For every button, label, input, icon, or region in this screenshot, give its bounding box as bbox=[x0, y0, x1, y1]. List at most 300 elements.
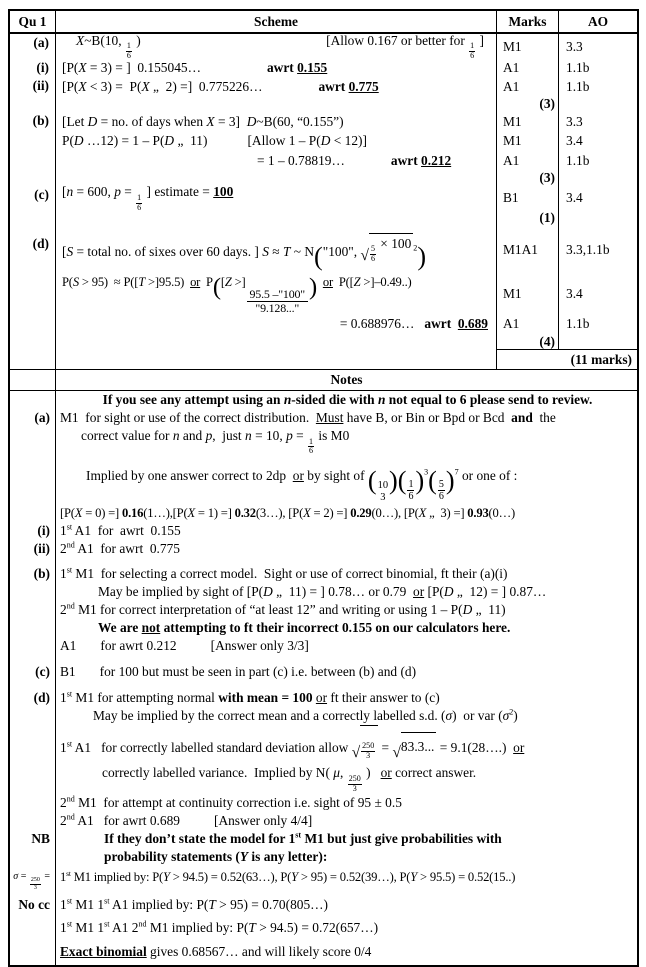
text-segment: [Allow 0.167 or better for bbox=[326, 32, 469, 48]
text-segment: not bbox=[141, 620, 161, 636]
text-segment: 2 bbox=[60, 541, 67, 557]
text-segment: 1 bbox=[60, 566, 67, 582]
scheme-row-d1 bbox=[10, 226, 637, 274]
note-row-nocc bbox=[10, 896, 637, 937]
text-segment: have B, or Bin or Bpd or Bcd bbox=[343, 410, 512, 425]
mark-cell: M1 bbox=[497, 112, 559, 131]
note-line bbox=[60, 812, 635, 830]
text-segment: ± bbox=[374, 794, 382, 810]
text-segment: or bbox=[322, 274, 333, 289]
text-segment: A1 for awrt 0.689 bbox=[74, 812, 180, 828]
text-segment: p bbox=[286, 428, 293, 443]
text-segment: 0.5 bbox=[381, 794, 402, 810]
text-segment: D bbox=[246, 113, 257, 129]
fraction: $\frac{5}{6}$ bbox=[438, 479, 444, 503]
big-paren: ( bbox=[428, 466, 437, 496]
ao-cell: 3.3 bbox=[566, 38, 583, 54]
scheme-line bbox=[267, 59, 327, 77]
text-segment: = 0) =] bbox=[82, 506, 122, 521]
text-segment: st bbox=[66, 868, 71, 878]
text-segment: < 12)] bbox=[330, 133, 367, 148]
text-segment: „ 11) bbox=[174, 133, 208, 148]
note-content bbox=[56, 896, 637, 937]
big-paren: ) bbox=[445, 466, 455, 496]
ao-cell: 3.3 bbox=[566, 113, 583, 129]
text-segment: = bbox=[292, 428, 308, 443]
part-label: (d) bbox=[10, 226, 56, 274]
big-paren: ( bbox=[212, 272, 221, 300]
text-segment: attempting to ft their incorrect 0.155 on our calculators here. bbox=[160, 620, 511, 636]
note-line bbox=[60, 689, 635, 707]
scheme-cell bbox=[56, 210, 497, 226]
text-segment: 1 bbox=[60, 690, 67, 706]
text-segment: nd bbox=[66, 812, 75, 822]
text-segment: st bbox=[66, 739, 73, 749]
text-segment: 2 bbox=[413, 243, 418, 253]
text-segment: σ bbox=[445, 708, 453, 724]
scheme-line bbox=[247, 132, 367, 150]
text-segment: 1 bbox=[60, 523, 67, 539]
fraction: $\frac{1}{6}$ bbox=[309, 436, 314, 456]
note-row-sigma bbox=[10, 866, 637, 892]
text-segment: „ 3) =] bbox=[426, 506, 468, 521]
text-segment: for awrt 0.212 bbox=[100, 638, 177, 654]
note-label-sigma bbox=[10, 866, 56, 892]
text-segment: > 94.5) = 0.52(63…), P( bbox=[169, 869, 292, 884]
ao-cell bbox=[559, 96, 637, 112]
scheme-row-a bbox=[10, 34, 637, 59]
text-segment: or bbox=[380, 765, 392, 781]
ao-cell: 1.1b bbox=[566, 152, 590, 168]
fraction: $\frac{1}{6}$ bbox=[126, 41, 131, 61]
text-segment: M1 for attempting normal bbox=[72, 690, 219, 706]
text-segment: > 95) ≈ P([ bbox=[78, 274, 139, 289]
text-segment: = 0.688976… bbox=[339, 316, 425, 331]
scheme-row-b1 bbox=[10, 112, 637, 131]
text-segment: 0.16 bbox=[121, 506, 144, 521]
scheme-row-b2 bbox=[10, 131, 637, 151]
big-paren: ) bbox=[417, 241, 427, 271]
note-label bbox=[10, 391, 56, 409]
text-segment: X bbox=[303, 506, 311, 521]
text-segment: st bbox=[104, 896, 110, 906]
ao-cell bbox=[559, 334, 637, 349]
note-content bbox=[56, 409, 637, 522]
scheme-line bbox=[76, 32, 141, 61]
text-segment: awrt bbox=[318, 78, 349, 94]
text-segment: T bbox=[282, 243, 291, 259]
header-qu: Qu 1 bbox=[10, 11, 56, 32]
subtotal-cell: (3) bbox=[497, 170, 559, 186]
text-segment: >]95.5) bbox=[145, 274, 191, 289]
text-segment: P( bbox=[62, 133, 74, 148]
text-segment: awrt bbox=[390, 152, 422, 168]
scheme-cell bbox=[56, 314, 497, 334]
text-segment: M1 for attempt at continuity correction i.e. sight of 95 bbox=[74, 794, 375, 810]
text-segment: X bbox=[187, 506, 195, 521]
text-segment: M1 1 bbox=[72, 896, 105, 912]
scheme-cell bbox=[56, 349, 497, 369]
text-segment: D bbox=[443, 584, 454, 600]
scheme-cell bbox=[56, 96, 497, 112]
part-label: (a) bbox=[10, 34, 56, 59]
fraction: $\frac{1}{6}$ bbox=[408, 479, 414, 503]
text-segment: 7 bbox=[454, 467, 459, 477]
note-label: (a) bbox=[10, 409, 56, 522]
text-segment: is M0 bbox=[315, 428, 350, 443]
note-row-review bbox=[10, 391, 637, 409]
text-segment: May be implied by the correct mean and a correctly labelled s.d. ( bbox=[93, 708, 446, 724]
part-label: (ii) bbox=[10, 77, 56, 96]
scheme-line bbox=[62, 59, 201, 77]
note-line bbox=[60, 794, 635, 812]
text-segment: 1 bbox=[60, 869, 67, 884]
fraction: $\frac{1}{6}$ bbox=[470, 41, 475, 61]
ao-cell: 3.4 bbox=[566, 133, 583, 148]
text-segment: B1 bbox=[60, 664, 76, 680]
scheme-line bbox=[326, 32, 484, 61]
scheme-row-c bbox=[10, 186, 637, 210]
note-content bbox=[56, 522, 637, 540]
total-marks-cell: (11 marks) bbox=[497, 349, 637, 369]
fraction: $\frac{5}{6}$ bbox=[370, 244, 375, 263]
text-segment: Must bbox=[315, 410, 344, 425]
text-segment: , just bbox=[212, 428, 246, 443]
text-segment: n bbox=[377, 392, 386, 407]
scheme-line bbox=[257, 152, 345, 170]
scheme-line bbox=[62, 132, 207, 150]
text-segment: = total no. of sixes over 60 days. ] bbox=[73, 243, 263, 259]
part-label bbox=[10, 274, 56, 314]
big-paren: ( bbox=[314, 241, 323, 271]
text-segment: (0…) bbox=[488, 506, 516, 521]
text-segment: 0.93 bbox=[467, 506, 489, 521]
text-segment: correct answer. bbox=[391, 765, 477, 781]
mark-cell: A1 bbox=[497, 314, 559, 334]
note-content bbox=[56, 866, 637, 892]
text-segment: > 95.5) = 0.52(15..) bbox=[417, 869, 516, 884]
text-segment: Y bbox=[163, 869, 170, 884]
ao-cell bbox=[559, 170, 637, 186]
text-segment: > 95) = 0.52(39…), P( bbox=[297, 869, 411, 884]
binomial-stack: 10 3 bbox=[377, 480, 389, 504]
subtotal-row bbox=[10, 334, 637, 349]
text-segment: 2 bbox=[60, 794, 67, 810]
text-segment: = 3] bbox=[214, 113, 247, 129]
scheme-line bbox=[62, 183, 233, 212]
text-segment: [P( bbox=[424, 584, 444, 600]
text-segment: M1 for sight or use of the correct distribution. bbox=[60, 410, 316, 425]
text-segment: = bbox=[18, 870, 29, 882]
text-segment: [Answer only 3/3] bbox=[210, 638, 309, 654]
part-label bbox=[10, 210, 56, 226]
note-line bbox=[60, 663, 635, 681]
text-segment: st bbox=[66, 565, 73, 575]
text-segment: Exact binomial bbox=[60, 943, 147, 959]
text-segment: X bbox=[78, 78, 87, 94]
part-label bbox=[10, 131, 56, 151]
scheme-line bbox=[62, 233, 427, 271]
text-segment: D bbox=[320, 133, 331, 148]
notes-header: Notes bbox=[330, 372, 363, 387]
text-segment: st bbox=[66, 522, 73, 532]
fraction: $\frac{95.5 -"100"}{"9.128..."}$ bbox=[246, 288, 309, 315]
text-segment: n bbox=[66, 184, 74, 200]
text-segment: Z bbox=[353, 274, 361, 289]
text-segment: [ bbox=[62, 243, 67, 259]
text-segment: correctly labelled variance. Implied by N( bbox=[102, 765, 334, 781]
text-segment: 1 bbox=[60, 740, 67, 756]
header-ao: AO bbox=[587, 13, 609, 29]
note-line bbox=[60, 943, 635, 961]
text-segment: If you see any attempt using an bbox=[102, 392, 284, 407]
big-paren: ) bbox=[389, 466, 398, 496]
text-segment: nd bbox=[66, 540, 75, 550]
square-root: √ 83.3... bbox=[392, 732, 436, 760]
note-label: No cc bbox=[10, 896, 56, 937]
text-segment: ] estimate = bbox=[143, 184, 214, 200]
text-segment: P( bbox=[62, 274, 73, 289]
scheme-cell bbox=[56, 334, 497, 349]
text-segment: 2 bbox=[60, 602, 67, 618]
text-segment: M1 but just give probabilities with bbox=[301, 830, 502, 846]
fraction: $\frac{250}{3}$ bbox=[30, 877, 40, 891]
fraction: $\frac{250}{3}$ bbox=[348, 773, 361, 793]
text-segment: …12) = 1 – P( bbox=[83, 133, 165, 148]
text-segment: [ bbox=[220, 274, 225, 289]
text-segment: M1 for correct interpretation of “at least 12” and writing or using 1 – P( bbox=[74, 602, 463, 618]
note-label: (c) bbox=[10, 663, 56, 681]
text-segment: > 95) = 0.70(805…) bbox=[215, 896, 329, 912]
text-segment: 1 bbox=[60, 919, 67, 935]
text-segment: D bbox=[462, 602, 473, 618]
text-segment: Y bbox=[291, 869, 298, 884]
ao-cell: 1.1b bbox=[566, 316, 590, 331]
text-segment: st bbox=[66, 919, 73, 929]
text-segment: n bbox=[283, 392, 292, 407]
text-segment: ) bbox=[132, 32, 141, 48]
text-segment: ~B(60, “0.155”) bbox=[256, 113, 344, 129]
note-line bbox=[60, 522, 635, 540]
notes-header-row bbox=[10, 369, 637, 391]
table-header-row bbox=[10, 11, 637, 34]
mark-cell: A1 bbox=[497, 77, 559, 96]
text-segment: probability statements ( bbox=[104, 848, 240, 864]
header-scheme: Scheme bbox=[56, 11, 497, 32]
note-line bbox=[60, 427, 635, 456]
text-segment: T bbox=[248, 919, 256, 935]
text-segment: ] bbox=[476, 32, 484, 48]
scheme-cell bbox=[56, 59, 497, 77]
note-spacer bbox=[10, 961, 637, 965]
text-segment: ) bbox=[362, 765, 381, 781]
text-segment: A1 for correctly labelled standard deviation allow bbox=[72, 740, 352, 756]
note-line bbox=[60, 583, 635, 601]
text-segment: „ 12) = ] 0.87… bbox=[453, 584, 547, 600]
ao-cell: 3.4 bbox=[566, 190, 583, 205]
text-segment: or bbox=[315, 690, 328, 706]
scheme-row-i bbox=[10, 59, 637, 77]
text-segment: n bbox=[172, 428, 180, 443]
text-segment: D bbox=[73, 133, 84, 148]
note-content bbox=[56, 391, 637, 409]
ao-cell bbox=[559, 210, 637, 226]
text-segment: M1 1 bbox=[72, 919, 105, 935]
note-content bbox=[56, 663, 637, 681]
text-segment: ~ N bbox=[290, 243, 315, 259]
text-segment: >]–0.49..) bbox=[360, 274, 412, 289]
text-segment: 0.212 bbox=[421, 152, 452, 168]
mark-cell: B1 bbox=[497, 186, 559, 210]
subtotal-cell: (3) bbox=[497, 96, 559, 112]
part-label: (b) bbox=[10, 112, 56, 131]
text-segment: ≈ bbox=[268, 243, 283, 259]
text-segment: 1 bbox=[60, 896, 67, 912]
ao-cell: 1.1b bbox=[566, 60, 590, 75]
text-segment: = 3) = ] 0.155045… bbox=[86, 60, 201, 75]
part-label bbox=[10, 334, 56, 349]
note-line bbox=[60, 619, 635, 637]
scheme-cell bbox=[56, 112, 497, 131]
text-segment: (0…), [P( bbox=[371, 506, 419, 521]
text-segment: May be implied by sight of [P( bbox=[98, 584, 264, 600]
scheme-line bbox=[62, 113, 344, 131]
note-label: (b) bbox=[10, 565, 56, 655]
text-segment: (3…), [P( bbox=[255, 506, 304, 521]
text-segment: „ 11) bbox=[472, 602, 506, 618]
text-segment: or one of : bbox=[458, 468, 518, 484]
big-paren: ( bbox=[367, 466, 377, 496]
text-segment: σ bbox=[13, 870, 19, 882]
part-label bbox=[10, 96, 56, 112]
text-segment: P bbox=[200, 274, 213, 289]
note-line bbox=[60, 725, 635, 761]
text-segment: D bbox=[263, 584, 273, 600]
text-segment: nd bbox=[138, 919, 147, 929]
text-segment: or bbox=[190, 274, 201, 289]
text-segment: awrt bbox=[424, 316, 458, 331]
text-segment: A1 bbox=[60, 638, 77, 654]
text-segment: μ bbox=[333, 765, 340, 781]
note-line bbox=[60, 504, 635, 522]
text-segment: Y bbox=[410, 869, 418, 884]
note-line bbox=[60, 391, 635, 409]
text-segment: P([ bbox=[332, 274, 354, 289]
text-segment: 0.775 bbox=[348, 78, 379, 94]
scheme-row-d3 bbox=[10, 314, 637, 334]
text-segment: M1 implied by: P( bbox=[70, 869, 164, 884]
mark-cell: A1 bbox=[497, 151, 559, 170]
text-segment: st bbox=[66, 689, 73, 699]
note-spacer bbox=[10, 655, 637, 663]
note-row-exact bbox=[10, 943, 637, 961]
note-label: (i) bbox=[10, 522, 56, 540]
note-row-nb bbox=[10, 830, 637, 866]
big-paren: ) bbox=[415, 466, 425, 496]
note-line bbox=[60, 707, 635, 725]
text-segment: „ 11) = ] 0.78… or 0.79 bbox=[272, 584, 414, 600]
note-line bbox=[60, 637, 635, 655]
text-segment: D bbox=[164, 133, 175, 148]
subtotal-cell: (4) bbox=[497, 334, 559, 349]
text-segment: A1 for awrt 0.775 bbox=[74, 541, 180, 557]
text-segment: X bbox=[74, 506, 83, 521]
text-segment: „ 2) =] 0.775226… bbox=[149, 78, 263, 94]
text-segment: Z bbox=[224, 274, 232, 289]
text-segment: × 100 bbox=[376, 235, 412, 251]
note-content bbox=[56, 689, 637, 830]
text-segment: = bbox=[120, 184, 136, 200]
scheme-line bbox=[62, 78, 262, 96]
part-label: (c) bbox=[10, 186, 56, 210]
note-line bbox=[60, 456, 635, 504]
mark-cell: M1 bbox=[497, 34, 559, 59]
text-segment: ft their answer to (c) bbox=[327, 690, 440, 706]
text-segment: X bbox=[206, 113, 215, 129]
part-label: (i) bbox=[10, 59, 56, 77]
text-segment: is any letter): bbox=[248, 848, 328, 864]
text-segment: = bbox=[41, 870, 50, 882]
scheme-row-d2 bbox=[10, 274, 637, 314]
text-segment: = 10, bbox=[251, 428, 287, 443]
scheme-row-ii bbox=[10, 77, 637, 96]
text-segment: p bbox=[114, 184, 121, 200]
scheme-line bbox=[62, 273, 412, 316]
text-segment: nd bbox=[66, 794, 75, 804]
text-segment: "100", bbox=[322, 243, 361, 259]
note-row-a bbox=[10, 409, 637, 522]
scheme-line bbox=[391, 152, 451, 170]
text-segment: ) bbox=[513, 708, 518, 724]
note-content bbox=[56, 540, 637, 558]
part-label bbox=[10, 151, 56, 170]
text-segment: S bbox=[262, 243, 269, 259]
text-segment: = bbox=[378, 740, 393, 756]
scheme-cell bbox=[56, 131, 497, 151]
note-line bbox=[60, 919, 635, 937]
ao-cell: 3.4 bbox=[566, 286, 583, 301]
text-segment: not equal to 6 please send to review. bbox=[385, 392, 593, 407]
text-segment: 3 bbox=[424, 467, 429, 477]
big-paren: ( bbox=[397, 466, 407, 496]
text-segment: = 1) =] bbox=[194, 506, 235, 521]
total-marks-row bbox=[10, 349, 637, 369]
fraction: $\frac{1}{6}$ bbox=[137, 192, 142, 212]
text-segment: [P( bbox=[60, 506, 75, 521]
note-line bbox=[60, 409, 635, 427]
text-segment: [P( bbox=[62, 78, 79, 94]
text-segment: with mean = 100 bbox=[218, 690, 313, 706]
text-segment: , bbox=[340, 765, 347, 781]
text-segment: -sided die with bbox=[291, 392, 378, 407]
note-line bbox=[60, 866, 635, 888]
text-segment: T bbox=[208, 896, 216, 912]
text-segment: gives 0.68567… and will likely score 0/4 bbox=[146, 943, 372, 959]
scheme-cell bbox=[56, 77, 497, 96]
text-segment: for 100 but must be seen in part (c) i.e. between (b) and (d) bbox=[99, 664, 417, 680]
text-segment: correct value for bbox=[81, 428, 173, 443]
text-segment: ) or var ( bbox=[452, 708, 503, 724]
note-label: (d) bbox=[10, 689, 56, 830]
text-segment: [Let bbox=[62, 113, 88, 129]
part-label bbox=[10, 349, 56, 369]
text-segment: or bbox=[513, 740, 525, 756]
text-segment: We are bbox=[98, 620, 142, 636]
mark-scheme-table bbox=[8, 9, 639, 967]
mark-cell: A1 bbox=[497, 59, 559, 77]
scheme-line bbox=[340, 315, 488, 333]
text-segment: st bbox=[295, 830, 302, 840]
